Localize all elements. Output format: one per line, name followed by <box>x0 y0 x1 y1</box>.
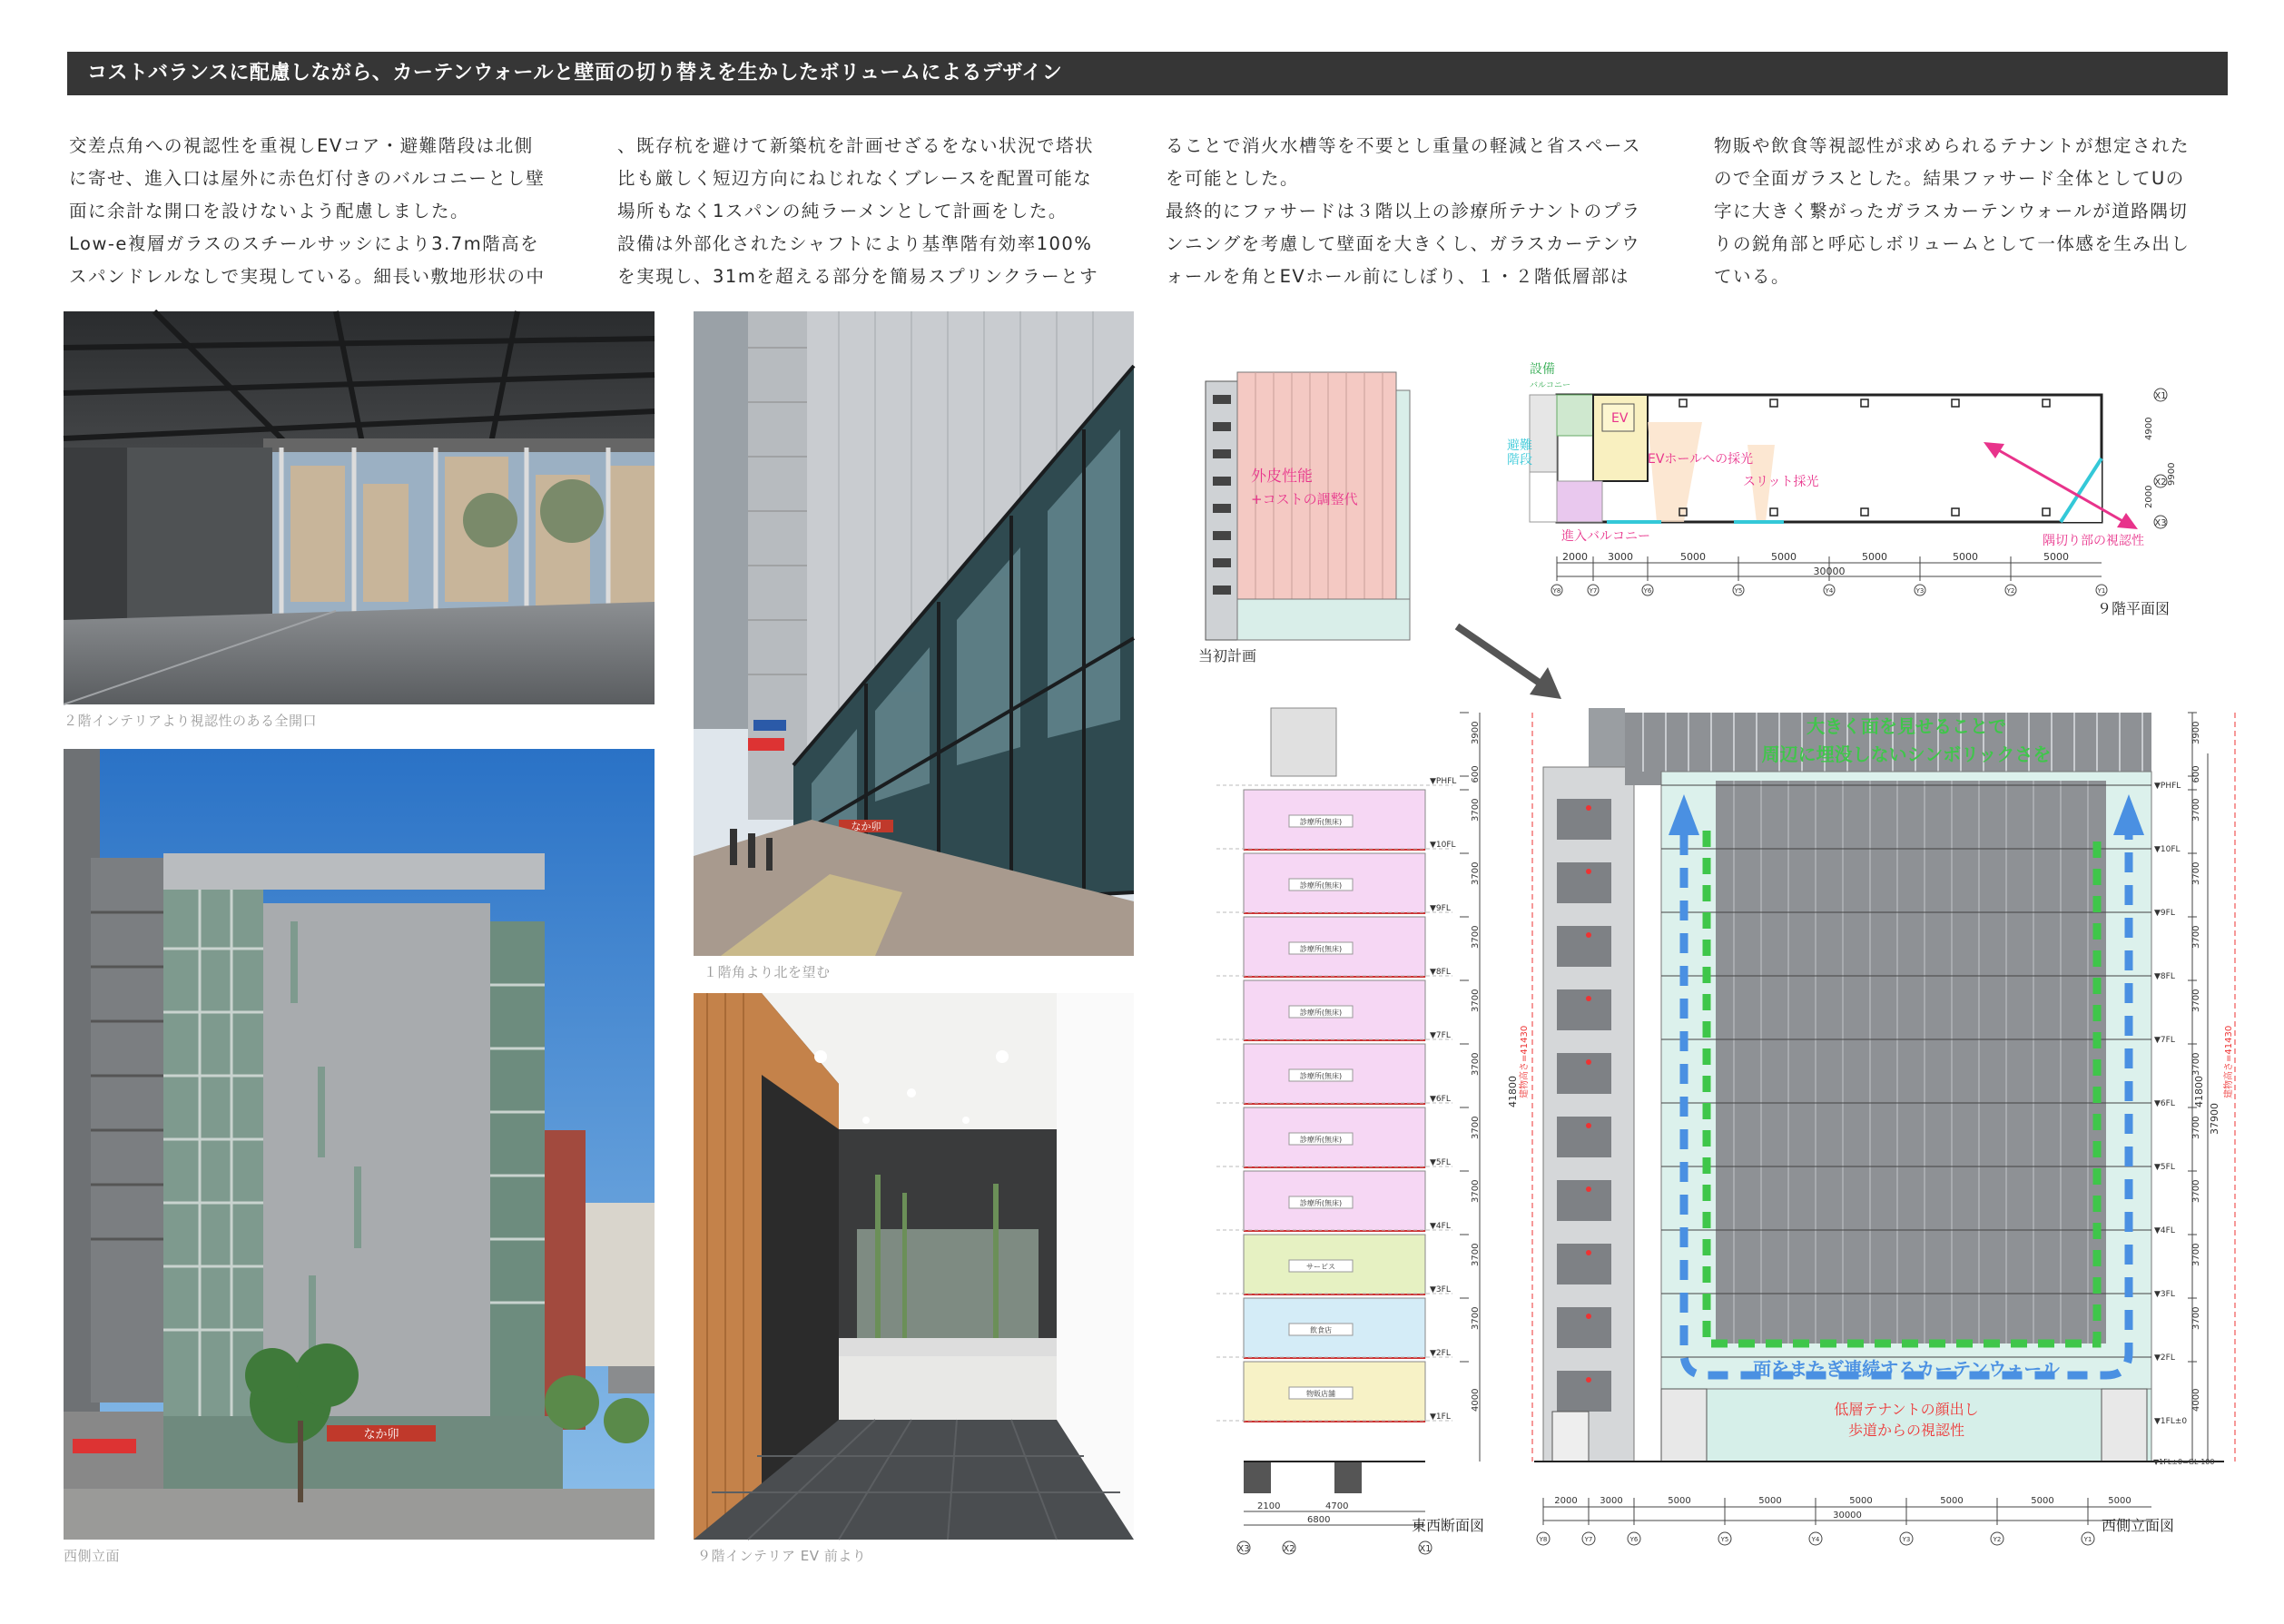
section-room-label: サービス <box>1306 1263 1335 1271</box>
text-line: を実現し、31mを超える部分を簡易スプリンクラーとす <box>617 266 1099 287</box>
plan-axis-x: Y5 <box>1734 587 1743 595</box>
elev-balcony <box>1557 1307 1611 1348</box>
section-level-label: ▼9FL <box>1430 904 1451 913</box>
label-slit-light: スリット採光 <box>1743 475 1819 489</box>
section-dim-height: 3700 <box>1471 1243 1481 1266</box>
section-dim-height: 3700 <box>1471 1306 1481 1330</box>
section-level-label: ▼5FL <box>1430 1158 1451 1167</box>
text-line: 設備は外部化されたシャフトにより基準階有効率100% <box>617 233 1093 254</box>
plan-9f <box>1507 359 2188 595</box>
section-room-label: 診療所(無床) <box>1299 1199 1343 1207</box>
elev-balcony <box>1557 989 1611 1030</box>
page-title: コストバランスに配慮しながら、カーテンウォールと壁面の切り替えを生かしたボリュームによるデザイン <box>67 52 2228 95</box>
elev-level-label: ▼1FL±0 <box>2154 1417 2188 1426</box>
elev-dim-height: 3700 <box>2191 925 2201 949</box>
elev-axis-x: Y3 <box>1902 1536 1911 1543</box>
text-line: 場所もなく1スパンの純ラーメンとして計画をした。 <box>617 201 1068 221</box>
label-corner-visibility: 隅切り部の視認性 <box>2043 534 2144 548</box>
elev-dim-height: 3700 <box>2191 861 2201 885</box>
text-line: ることで消火水槽等を不要とし重量の軽減と省スペース <box>1166 135 1642 156</box>
elev-level-label: ▼10FL <box>2154 845 2181 854</box>
elev-red-light <box>1586 1123 1591 1128</box>
section-dim-height: 3700 <box>1471 1179 1481 1203</box>
text-column-1 <box>69 130 577 293</box>
text-line: スパンドレルなしで実現している。細長い敷地形状の中 <box>69 266 546 287</box>
elev-dim-height: 3700 <box>2191 798 2201 822</box>
elev-dim-height: 4000 <box>2191 1388 2201 1412</box>
text-line: ので全面ガラスとした。結果ファサード全体としてUの <box>1714 168 2185 189</box>
elev-total: 41800 <box>2193 1076 2205 1107</box>
section-dim-height: 3700 <box>1471 861 1481 885</box>
elev-axis-x: Y5 <box>1720 1536 1729 1543</box>
plan-axis-y: X2 <box>2154 477 2167 487</box>
plan-total: 30000 <box>1813 566 1846 577</box>
elev-balcony <box>1557 1117 1611 1157</box>
elev-red-light <box>1586 1186 1591 1192</box>
text-line: 、既存杭を避けて新築杭を計画せざるをない状況で塔状 <box>617 135 1095 156</box>
section-ew-title: 東西断面図 <box>1412 1517 1485 1534</box>
elev-dim-bottom: 2000 <box>1554 1496 1578 1506</box>
label-escape: 避難 <box>1507 438 1532 453</box>
section-level-label: ▼6FL <box>1430 1095 1451 1104</box>
elev-dim-bottom: 5000 <box>1940 1496 1964 1506</box>
text-column-4 <box>1714 130 2231 293</box>
text-column-3 <box>1166 130 1683 293</box>
section-bottom-total: 6800 <box>1307 1515 1331 1525</box>
label-balcony-top: バルコニー <box>1530 381 1571 390</box>
section-room-label: 物販店舗 <box>1306 1390 1335 1398</box>
text-line: 物販や飲食等視認性が求められるテナントが想定された <box>1714 135 2190 156</box>
initial-plan-elevation <box>1206 363 1423 640</box>
label-ev: EV <box>1611 411 1629 426</box>
plan-axis-x: Y6 <box>1643 587 1652 595</box>
elev-axis-x: Y2 <box>1993 1536 2002 1543</box>
photo-interior-2f <box>64 311 655 704</box>
elev-axis-x: Y4 <box>1811 1536 1820 1543</box>
elev-level-gl: ▼1FL±0=GL-100 <box>2153 1458 2215 1466</box>
text-line: 面に余計な開口を設けないよう配慮しました。 <box>69 201 470 221</box>
section-bottom-dim: 4700 <box>1325 1501 1349 1511</box>
elev-level-label: ▼5FL <box>2154 1163 2175 1172</box>
elev-dim-height: 3700 <box>2191 1243 2201 1266</box>
plan-9f-title: ９階平面図 <box>2097 600 2171 617</box>
section-dim-height: 3900 <box>1471 721 1481 744</box>
caption-ev: ９階インテリア EV 前より <box>697 1548 867 1564</box>
elev-level-label: ▼PHFL <box>2154 782 2181 791</box>
text-line: 交差点角への視認性を重視しEVコア・避難階段は北側 <box>69 135 534 156</box>
section-level-label: ▼2FL <box>1430 1349 1451 1358</box>
plan-dim-bottom: 5000 <box>1680 551 1706 563</box>
elev-dim-bottom: 5000 <box>2031 1496 2054 1506</box>
section-total: 41800 <box>1507 1076 1519 1107</box>
elev-red-light <box>1586 1059 1591 1065</box>
elev-note-low-1: 低層テナントの顔出し <box>1834 1401 1979 1418</box>
section-dim-height: 3700 <box>1471 1116 1481 1139</box>
section-ew <box>1153 699 1534 1570</box>
section-room-label: 診療所(無床) <box>1299 945 1343 953</box>
elev-bottom-total: 30000 <box>1833 1511 1862 1521</box>
elev-note-top-2: 周辺に埋没しないシンボリックさを <box>1761 743 2052 765</box>
section-room-label: 診療所(無床) <box>1299 818 1343 826</box>
elev-level-label: ▼9FL <box>2154 909 2175 918</box>
text-line: 字に大きく繋がったガラスカーテンウォールが道路隅切 <box>1714 201 2189 221</box>
elev-level-label: ▼8FL <box>2154 972 2175 981</box>
elev-note-mid: 面をまたぎ連続するカーテンウォール <box>1753 1358 2060 1380</box>
section-level-label: ▼10FL <box>1430 841 1456 850</box>
section-level-label: ▼7FL <box>1430 1031 1451 1040</box>
section-room-label: 診療所(無床) <box>1299 1072 1343 1080</box>
plan-axis-x: Y4 <box>1825 587 1834 595</box>
elev-red-light <box>1586 932 1591 938</box>
elev-red-light <box>1586 805 1591 811</box>
shop-sign-street: なか卯 <box>851 822 881 832</box>
caption-street: １階角より北を望む <box>704 964 831 980</box>
text-line: ンニングを考慮して壁面を大きくし、ガラスカーテンウ <box>1166 233 1641 254</box>
elev-total-alt: 37900 <box>2209 1103 2220 1135</box>
elev-level-label: ▼7FL <box>2154 1036 2175 1045</box>
section-dim-height: 600 <box>1471 765 1481 783</box>
section-room-label: 診療所(無床) <box>1299 1009 1343 1017</box>
text-line: ォールを角とEVホール前にしぼり、１・２階低層部は <box>1166 266 1629 287</box>
section-bottom-dim: 2100 <box>1257 1501 1281 1511</box>
elev-dim-bottom: 5000 <box>1758 1496 1782 1506</box>
elev-balcony <box>1557 1053 1611 1094</box>
section-room-label: 診療所(無床) <box>1299 881 1343 890</box>
text-line: りの鋭角部と呼応しボリュームとして一体感を生み出し <box>1714 233 2190 254</box>
elev-balcony <box>1557 1180 1611 1221</box>
plan-dim-bottom: 5000 <box>1771 551 1797 563</box>
elev-dim-height: 3700 <box>2191 1116 2201 1139</box>
shop-sign: なか卯 <box>363 1427 399 1441</box>
elev-dim-height: 600 <box>2191 765 2201 783</box>
plan-axis-y: X3 <box>2154 518 2167 528</box>
text-line: を可能とした。 <box>1166 168 1300 189</box>
elev-axis-x: Y1 <box>2083 1536 2092 1543</box>
section-max-height: 建物高さ=41430 <box>1520 1025 1530 1098</box>
elev-red-light <box>1586 869 1591 874</box>
label-stairs: 階段 <box>1507 453 1532 468</box>
label-equipment: 設備 <box>1530 362 1555 377</box>
text-line: 比も厳しく短辺方向にねじれなくブレースを配置可能な <box>617 168 1093 189</box>
photo-west-facade <box>64 749 655 1540</box>
section-level-label: ▼PHFL <box>1430 777 1457 786</box>
west-elevation-title: 西側立面図 <box>2102 1517 2175 1534</box>
text-line: ている。 <box>1714 266 1791 287</box>
elev-level-label: ▼4FL <box>2154 1226 2175 1235</box>
section-axis: X2 <box>1283 1544 1295 1554</box>
plan-axis-x: Y7 <box>1589 587 1598 595</box>
elev-dim-bottom: 5000 <box>1668 1496 1691 1506</box>
elev-red-light <box>1586 996 1591 1001</box>
elev-level-label: ▼3FL <box>2154 1290 2175 1299</box>
text-line: に寄せ、進入口は屋外に赤色灯付きのバルコニーとし壁 <box>69 168 546 189</box>
arrow-icon <box>1448 617 1575 708</box>
section-dim-height: 3700 <box>1471 989 1481 1012</box>
label-entry-balcony: 進入バルコニー <box>1561 529 1650 544</box>
label-ev-light: EVホールへの採光 <box>1648 452 1754 467</box>
elev-balcony <box>1557 862 1611 903</box>
text-line: 最終的にファサードは３階以上の診療所テナントのプラ <box>1166 201 1641 221</box>
elev-balcony <box>1557 799 1611 840</box>
plan-axis-x: Y3 <box>1915 587 1925 595</box>
elev-dim-bottom: 3000 <box>1600 1496 1623 1506</box>
elev-level-label: ▼2FL <box>2154 1353 2175 1363</box>
plan-dim-right: 4900 <box>2144 417 2154 440</box>
text-line: Low-e複層ガラスのスチールサッシにより3.7m階高を <box>69 233 540 254</box>
elev-axis-x: Y7 <box>1584 1536 1593 1543</box>
plan-dim-right: 9900 <box>2167 462 2177 486</box>
plan-axis-x: Y2 <box>2006 587 2015 595</box>
elev-dim-height: 3700 <box>2191 1306 2201 1330</box>
section-level-label: ▼3FL <box>1430 1285 1451 1294</box>
plan-dim-bottom: 2000 <box>1562 551 1588 563</box>
section-axis: X3 <box>1237 1544 1250 1554</box>
elev-dim-bottom: 5000 <box>1849 1496 1873 1506</box>
plan-dim-right: 2000 <box>2144 485 2154 508</box>
section-dim-height: 3700 <box>1471 798 1481 822</box>
initial-note-2: +コストの調整代 <box>1251 491 1358 507</box>
elev-dim-height: 3700 <box>2191 1179 2201 1203</box>
section-level-label: ▼8FL <box>1430 968 1451 977</box>
plan-dim-bottom: 5000 <box>1953 551 1978 563</box>
plan-dim-bottom: 5000 <box>2043 551 2069 563</box>
elev-level-label: ▼6FL <box>2154 1099 2175 1108</box>
elev-axis-x: Y8 <box>1539 1536 1548 1543</box>
initial-plan-label: 当初計画 <box>1198 647 1257 664</box>
plan-dim-bottom: 5000 <box>1862 551 1887 563</box>
elev-balcony <box>1557 1371 1611 1412</box>
elev-dim-height: 3700 <box>2191 989 2201 1012</box>
plan-axis-y: X1 <box>2154 391 2167 401</box>
west-elevation <box>1534 699 2242 1570</box>
elev-balcony <box>1557 1244 1611 1284</box>
caption-west: 西側立面 <box>64 1548 121 1564</box>
text-column-2 <box>617 130 1135 293</box>
elev-dim-height: 3900 <box>2191 721 2201 744</box>
initial-note-1: 外皮性能 <box>1251 468 1313 486</box>
elev-red-light <box>1586 1250 1591 1255</box>
elev-note-low-2: 歩道からの視認性 <box>1847 1422 1965 1439</box>
elev-dim-bottom: 5000 <box>2108 1496 2131 1506</box>
section-dim-height: 3700 <box>1471 925 1481 949</box>
section-axis: X1 <box>1419 1544 1432 1554</box>
elev-dim-height: 3700 <box>2191 1052 2201 1076</box>
plan-axis-x: Y8 <box>1552 587 1561 595</box>
section-level-label: ▼4FL <box>1430 1222 1451 1231</box>
plan-axis-x: Y1 <box>2097 587 2106 595</box>
elev-axis-x: Y6 <box>1629 1536 1639 1543</box>
elev-balcony <box>1557 926 1611 967</box>
elev-red-light <box>1586 1377 1591 1383</box>
caption-interior-2f: ２階インテリアより視認性のある全開口 <box>64 713 318 729</box>
elev-note-top-1: 大きく面を見せることで <box>1807 715 2006 737</box>
section-room-label: 飲食店 <box>1310 1326 1332 1334</box>
section-room-label: 診療所(無床) <box>1299 1136 1343 1144</box>
section-dim-height: 4000 <box>1471 1388 1481 1412</box>
section-level-label: ▼1FL <box>1430 1412 1451 1422</box>
photo-street <box>694 311 1134 956</box>
plan-dim-bottom: 3000 <box>1608 551 1633 563</box>
elev-red-light <box>1586 1314 1591 1319</box>
section-dim-height: 3700 <box>1471 1052 1481 1076</box>
elev-max-height: 建物高さ=41430 <box>2224 1025 2234 1098</box>
photo-ev-hall <box>694 993 1134 1540</box>
